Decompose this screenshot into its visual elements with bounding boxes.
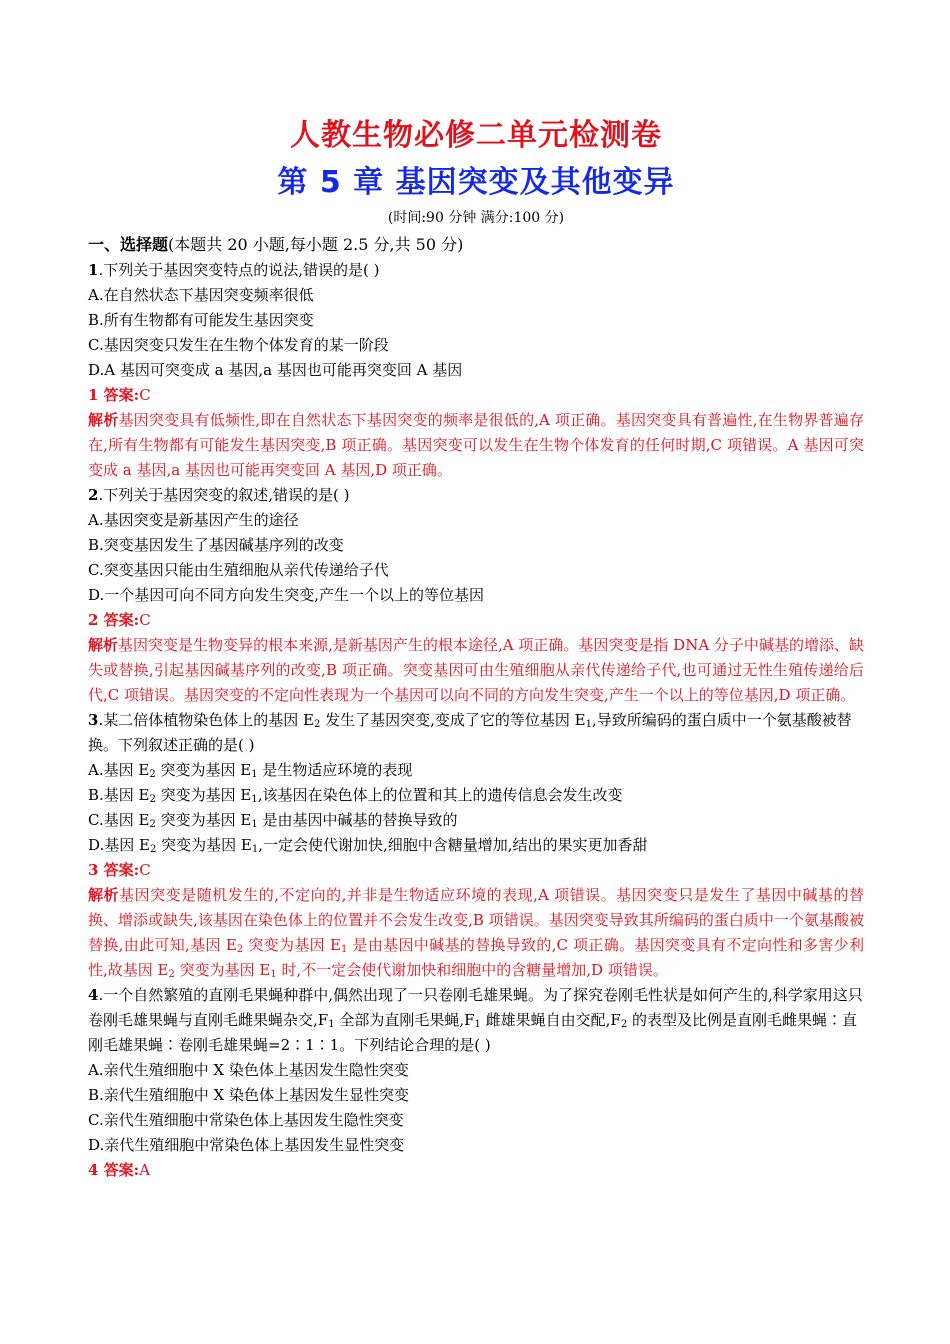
section-heading-label: 一、选择题 [88,235,169,254]
question-3-option-c: C.基因 $E_2$ 突变为基因 $E_1$ 是由基因中碱基的替换导致的 [88,811,458,830]
question-2-option-b: B.突变基因发生了基因碱基序列的改变 [88,536,344,554]
question-text: .某二倍体植物染色体上的基因 E [98,711,314,729]
answer-label: 2 答案: [88,611,140,629]
explanation-label: 解析 [88,411,119,429]
question-text: .下列关于基因突变特点的说法,错误的是( ) [98,261,380,279]
explanation-label: 解析 [88,636,119,654]
answer-value: A [139,1161,151,1179]
question-2-option-d: D.一个基因可向不同方向发生突变,产生一个以上的等位基因 [88,586,485,604]
document-title: 人教生物必修二单元检测卷 [290,118,662,153]
question-4-option-a: A.亲代生殖细胞中 X 染色体上基因发生隐性突变 [88,1061,409,1079]
question-3-option-a: A.基因 $E_2$ 突变为基因 $E_1$ 是生物适应环境的表现 [88,761,413,780]
answer-value: C [139,386,151,404]
question-2-option-a: A.基因突变是新基因产生的途径 [88,511,299,529]
question-text: .下列关于基因突变的叙述,错误的是( ) [98,486,350,504]
document-page [88,112,864,1183]
chapter-title: 第 5 章 基因突变及其他变异 [277,165,675,200]
answer-label: 4 答案: [88,1161,140,1179]
question-1-answer [88,383,864,408]
question-4-option-c: C.亲代生殖细胞中常染色体上基因发生隐性突变 [88,1111,404,1129]
exam-meta: (时间:90 分钟 满分:100 分) [387,210,565,226]
question-1-stem [88,258,864,283]
section-heading-note: (本题共 20 小题,每小题 2.5 分,共 50 分) [168,235,464,254]
answer-value: C [139,861,151,879]
question-1-option-c: C.基因突变只发生在生物个体发育的某一阶段 [88,336,389,354]
question-2-answer [88,608,864,633]
subscript: 2 [313,719,321,730]
question-3-option-d: D.基因 $E_2$ 突变为基因 $E_1$,一定会使代谢加快,细胞中含糖量增加,结出的果实更加香甜 [88,836,648,855]
question-number: 4 [88,986,99,1004]
explanation-label: 解析 [88,886,120,904]
question-4-answer [88,1158,864,1183]
section-heading [88,232,864,258]
explanation-text: 基因突变具有低频性,即在自然状态下基因突变的频率是很低的,A 项正确。基因突变具有普遍性,在生物界普遍存在,所有生物都有可能发生基因突变,B 项正确。基因突变可以发生在生物个体发育的任何时期,C 项错误。A 基因可突变成 a 基因,a 基因也可能再突变回 A 基因,D 项正确。 [88,411,864,479]
answer-value: C [139,611,151,629]
subscript: 1 [585,719,592,730]
explanation-text: 基因突变是生物变异的根本来源,是新基因产生的根本途径,A 项正确。基因突变是指 DNA 分子中碱基的增添、缺失或替换,引起基因碱基序列的改变,B 项正确。突变基因可由生殖细胞从亲代传递给子代,也可通过无性生殖传递给后代,C 项错误。基因突变的不定向性表现为一个基因可以向不同的方向发生突变,产生一个以上的等位基因,D 项正确。 [88,636,864,704]
question-3-option-b: B.基因 $E_2$ 突变为基因 $E_1$,该基因在染色体上的位置和其上的遗传信息会发生改变 [88,786,623,805]
question-2-option-c: C.突变基因只能由生殖细胞从亲代传递给子代 [88,561,389,579]
question-2-explanation [88,633,864,708]
question-text: 发生了基因突变,变成了它的等位基因 E [320,711,586,729]
question-1-explanation [88,408,864,483]
question-number: 2 [88,486,99,504]
question-4-stem: 4.一个自然繁殖的直刚毛果蝇种群中,偶然出现了一只卷刚毛雄果蝇。为了探究卷刚毛性状是如何产生的,科学家用这只卷刚毛雄果蝇与直刚毛雌果蝇杂交$,F_1$ 全部为直刚毛果蝇$,F_1$ 雌雄果蝇自由交配$,F_2$ 的表型及比例是直刚毛雌果蝇∶直刚毛雄果蝇∶卷刚毛雄果蝇=2∶1∶1。下列结论合理的是( ) [88,986,863,1054]
question-3-explanation: 解析基因突变是随机发生的,不定向的,并非是生物适应环境的表现,A 项错误。基因突变只是发生了基因中碱基的替换、增添或缺失,该基因在染色体上的位置并不会发生改变,B 项错误。基因突变导致其所编码的蛋白质中一个氨基酸被替换,由此可知,基因 $E_2$ 突变为基因 $E_1$ 是由基因中碱基的替换导致的,C 项正确。基因突变具有不定向性和多害少利性,故基因 $E_2$ 突变为基因 $E_1$ 时,不一定会使代谢加快和细胞中的含糖量增加,D 项错误。 [88,886,864,980]
question-4-option-d: D.亲代生殖细胞中常染色体上基因发生显性突变 [88,1136,405,1154]
question-3-stem [88,708,864,758]
question-2-stem [88,483,864,508]
question-1-option-a: A.在自然状态下基因突变频率很低 [88,286,314,304]
answer-label: 1 答案: [88,386,140,404]
question-number: 1 [88,261,99,279]
answer-label: 3 答案: [88,861,140,879]
question-1-option-b: B.所有生物都有可能发生基因突变 [88,311,314,329]
question-text: ,导致所编码的蛋白质中一个氨基酸被替换。下列叙述正确的是( ) [88,711,852,754]
question-1-option-d: D.A 基因可突变成 a 基因,a 基因也可能再突变回 A 基因 [88,361,463,379]
question-3-answer [88,858,864,883]
question-number: 3 [88,711,99,729]
question-4-option-b: B.亲代生殖细胞中 X 染色体上基因发生显性突变 [88,1086,410,1104]
